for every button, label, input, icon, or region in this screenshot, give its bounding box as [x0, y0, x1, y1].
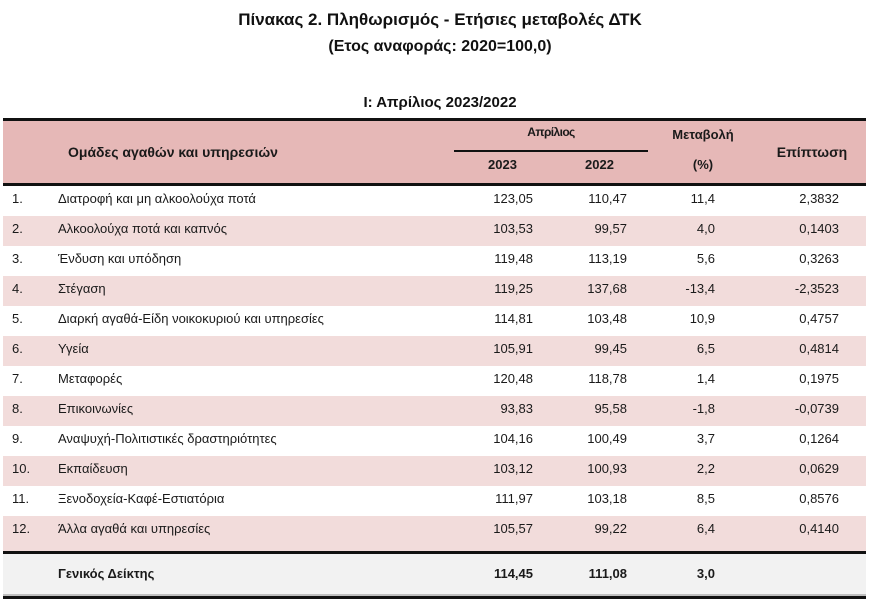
row-value-2022: 137,68: [587, 281, 627, 296]
row-change: -13,4: [685, 281, 715, 296]
row-impact: 0,1975: [799, 371, 839, 386]
row-number: 11.: [12, 491, 30, 506]
row-number: 12.: [12, 521, 31, 536]
row-change: 8,5: [696, 491, 715, 506]
row-group-name: Διατροφή και μη αλκοολούχα ποτά: [58, 191, 256, 206]
row-value-2022: 100,93: [587, 461, 627, 476]
row-number: 10.: [12, 461, 31, 476]
table-row: [3, 306, 866, 336]
row-impact: -0,0739: [794, 401, 839, 416]
table-row: [3, 276, 866, 306]
row-value-2022: 113,19: [588, 251, 627, 266]
row-impact: 0,8576: [799, 491, 839, 506]
total-value-2023: 114,45: [493, 566, 533, 581]
table-row: [3, 486, 866, 516]
row-number: 5.: [12, 311, 23, 326]
row-change: 10,9: [689, 311, 715, 326]
row-change: 4,0: [696, 221, 715, 236]
row-impact: 0,3263: [799, 251, 839, 266]
row-value-2022: 99,57: [594, 221, 627, 236]
row-value-2022: 99,45: [594, 341, 627, 356]
row-change: 11,4: [690, 191, 715, 206]
row-value-2023: 105,57: [493, 521, 533, 536]
row-impact: 0,0629: [799, 461, 839, 476]
row-number: 6.: [12, 341, 23, 356]
row-value-2023: 123,05: [493, 191, 533, 206]
table-row: [3, 216, 866, 246]
row-impact: 0,1264: [799, 431, 839, 446]
table-subtitle: (Ετος αναφοράς: 2020=100,0): [328, 38, 552, 55]
row-number: 7.: [12, 371, 23, 386]
row-impact: 0,1403: [799, 221, 839, 236]
row-value-2023: 120,48: [493, 371, 533, 386]
header-year-2023: 2023: [488, 157, 517, 172]
row-value-2022: 99,22: [594, 521, 627, 536]
row-number: 3.: [12, 251, 23, 266]
row-value-2023: 104,16: [493, 431, 533, 446]
row-value-2023: 114,81: [494, 311, 533, 326]
row-value-2023: 119,25: [494, 281, 533, 296]
row-group-name: Μεταφορές: [58, 371, 123, 386]
table-header: [3, 121, 866, 186]
table-row: [3, 246, 866, 276]
row-group-name: Διαρκή αγαθά-Είδη νοικοκυριού και υπηρεσίες: [58, 311, 324, 326]
table-row: [3, 186, 866, 216]
header-groups: Ομάδες αγαθών και υπηρεσιών: [68, 144, 278, 160]
row-value-2022: 103,18: [587, 491, 627, 506]
row-group-name: Υγεία: [58, 341, 89, 356]
table-row: [3, 396, 866, 426]
table-row: [3, 516, 866, 548]
row-value-2023: 111,97: [495, 491, 533, 506]
row-change: 5,6: [696, 251, 715, 266]
row-value-2022: 118,78: [588, 371, 627, 386]
row-change: -1,8: [692, 401, 715, 416]
row-group-name: Ξενοδοχεία-Καφέ-Εστιατόρια: [58, 491, 225, 506]
row-value-2023: 103,12: [493, 461, 533, 476]
row-impact: -2,3523: [794, 281, 839, 296]
row-group-name: Ένδυση και υπόδηση: [58, 251, 182, 266]
row-value-2023: 119,48: [494, 251, 533, 266]
header-year-2022: 2022: [585, 157, 614, 172]
row-group-name: Επικοινωνίες: [58, 401, 134, 416]
row-number: 8.: [12, 401, 23, 416]
row-value-2022: 100,49: [587, 431, 627, 446]
row-group-name: Στέγαση: [58, 281, 106, 296]
row-number: 2.: [12, 221, 23, 236]
table-row: [3, 336, 866, 366]
row-group-name: Αναψυχή-Πολιτιστικές δραστηριότητες: [58, 431, 277, 446]
header-month-underline: [454, 150, 648, 152]
section-title: Ι: Απρίλιος 2023/2022: [363, 94, 517, 111]
row-group-name: Άλλα αγαθά και υπηρεσίες: [58, 521, 211, 536]
row-change: 1,4: [696, 371, 715, 386]
row-change: 6,4: [696, 521, 715, 536]
header-impact: Επίπτωση: [776, 144, 848, 160]
row-number: 9.: [12, 431, 23, 446]
row-group-name: Εκπαίδευση: [58, 461, 128, 476]
row-value-2022: 95,58: [594, 401, 627, 416]
row-impact: 2,3832: [799, 191, 839, 206]
table-row: [3, 426, 866, 456]
header-change: Μεταβολή: [672, 127, 734, 142]
row-impact: 0,4140: [799, 521, 839, 536]
header-month: Απρίλιος: [527, 125, 575, 139]
total-label: Γενικός Δείκτης: [58, 566, 155, 581]
row-change: 2,2: [696, 461, 715, 476]
cpi-table: [3, 118, 866, 599]
row-number: 4.: [12, 281, 23, 296]
row-value-2022: 110,47: [588, 191, 627, 206]
row-change: 6,5: [696, 341, 715, 356]
row-value-2023: 93,83: [500, 401, 533, 416]
row-impact: 0,4814: [799, 341, 839, 356]
table-row: [3, 456, 866, 486]
row-change: 3,7: [696, 431, 715, 446]
table-row: [3, 366, 866, 396]
row-number: 1.: [12, 191, 23, 206]
row-impact: 0,4757: [799, 311, 839, 326]
header-change-unit: (%): [692, 157, 714, 172]
row-value-2023: 105,91: [493, 341, 533, 356]
table-title: Πίνακας 2. Πληθωρισμός - Ετήσιες μεταβολές ΔΤΚ: [238, 10, 642, 29]
row-value-2023: 103,53: [493, 221, 533, 236]
total-change: 3,0: [696, 566, 715, 581]
total-value-2022: 111,08: [588, 566, 627, 581]
total-row: [3, 554, 866, 596]
row-group-name: Αλκοολούχα ποτά και καπνός: [58, 221, 228, 236]
row-value-2022: 103,48: [587, 311, 627, 326]
